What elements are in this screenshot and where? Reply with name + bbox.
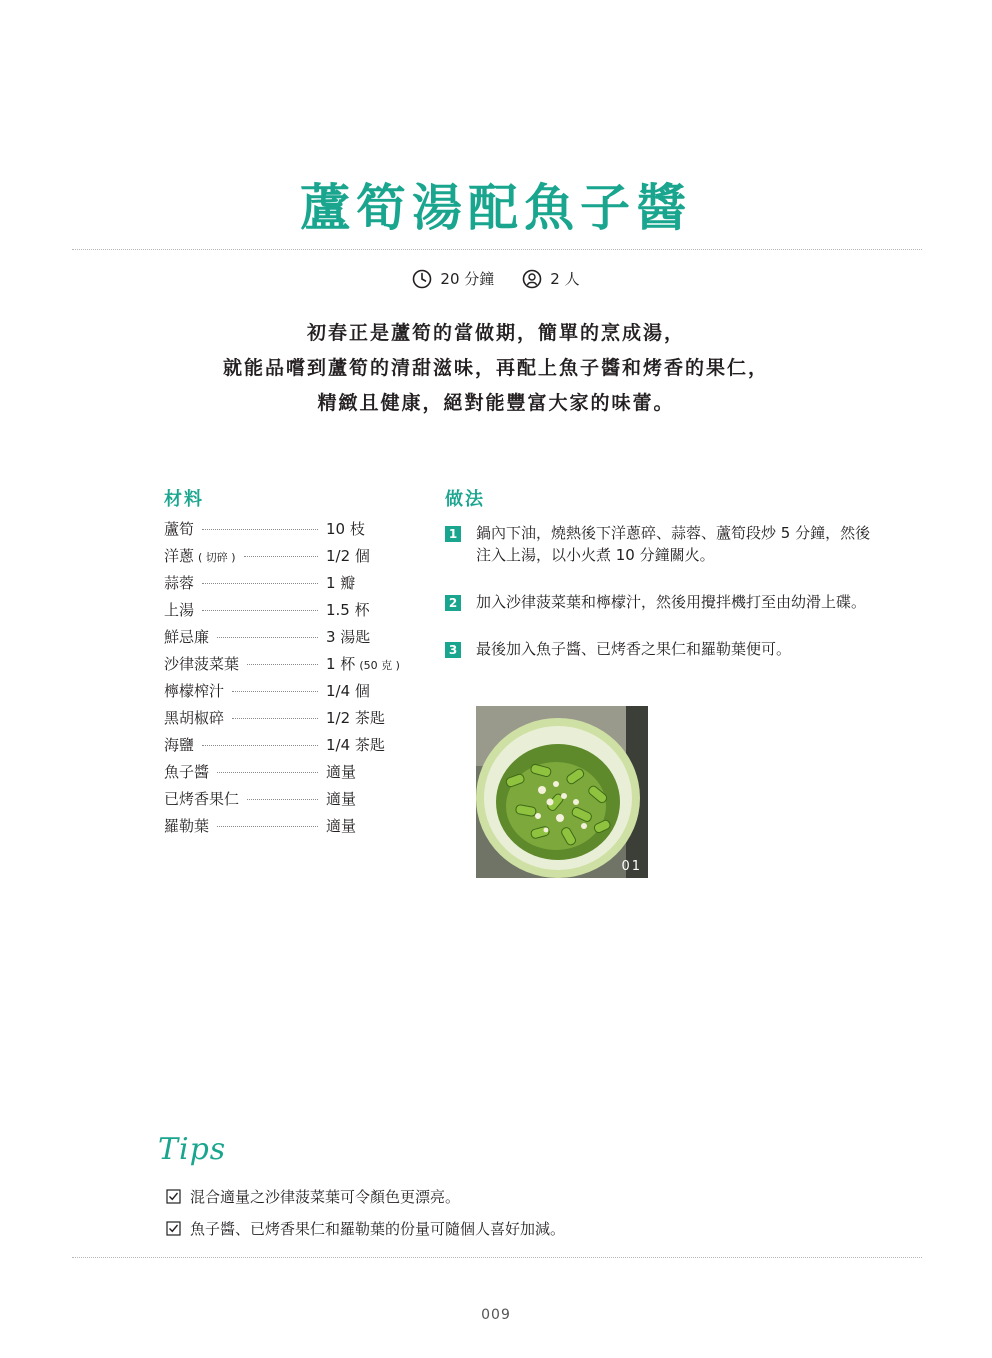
servings (522, 268, 579, 289)
dot-leader (217, 772, 318, 773)
ingredients-list (164, 518, 414, 842)
step-number-badge: 1 (445, 526, 461, 542)
cook-time (412, 268, 494, 289)
recipe-intro (0, 316, 992, 421)
step-photo (476, 706, 648, 878)
dot-leader (247, 664, 318, 665)
dot-leader (244, 556, 318, 557)
tips-heading: Tips (158, 1132, 227, 1167)
ingredient-row (164, 626, 414, 653)
intro-line: 就能品嚐到蘆筍的清甜滋味，再配上魚子醬和烤香的果仁， (222, 357, 769, 379)
checkbox-checked-icon (166, 1221, 181, 1236)
bottom-divider (72, 1257, 922, 1258)
clock-icon (412, 269, 432, 289)
step-number-badge: 3 (445, 642, 461, 658)
tip-text: 混合適量之沙律菠菜葉可令顏色更漂亮。 (190, 1187, 461, 1206)
asparagus-pot-image (476, 706, 648, 878)
ingredient-amount: 1.5 杯 (326, 601, 370, 619)
recipe-title: 蘆筍湯配魚子醬 (300, 179, 692, 237)
ingredient-amount: 1/4 個 (326, 682, 370, 700)
step-text: 最後加入魚子醬、已烤香之果仁和羅勒葉便可。 (476, 640, 792, 658)
ingredient-amount-cell (326, 572, 414, 593)
ingredient-amount-note: (50 克 ) (359, 659, 400, 672)
ingredient-amount-cell (326, 707, 414, 728)
method-step (445, 591, 885, 613)
ingredient-name: 海鹽 (164, 736, 195, 754)
dot-leader (202, 745, 318, 746)
tip-item (166, 1212, 565, 1244)
cook-time-label: 20 分鐘 (440, 270, 495, 288)
ingredient-amount: 1 杯 (326, 655, 356, 673)
ingredient-amount: 1/2 茶匙 (326, 709, 385, 727)
ingredient-amount-cell (326, 815, 414, 836)
ingredient-row (164, 680, 414, 707)
ingredient-row (164, 815, 414, 842)
ingredient-name: 羅勒葉 (164, 817, 210, 835)
method-step (445, 638, 885, 660)
tip-item (166, 1180, 565, 1212)
ingredient-name: 蒜蓉 (164, 574, 195, 592)
ingredient-row (164, 599, 414, 626)
ingredient-amount-cell (326, 788, 414, 809)
ingredient-amount: 10 枝 (326, 520, 365, 538)
photo-label: 01 (621, 859, 642, 874)
ingredient-amount: 適量 (326, 763, 357, 781)
checkbox-checked-icon (166, 1189, 181, 1204)
ingredient-amount-cell (326, 599, 414, 620)
ingredient-amount-cell (326, 518, 414, 539)
ingredient-name: 上湯 (164, 601, 195, 619)
tips-list (166, 1180, 565, 1244)
step-text: 加入沙律菠菜葉和檸檬汁，然後用攪拌機打至由幼滑上碟。 (476, 593, 867, 611)
dot-leader (202, 583, 318, 584)
ingredient-amount: 1 瓣 (326, 574, 356, 592)
dot-leader (202, 610, 318, 611)
ingredient-note: ( 切碎 ) (198, 551, 236, 564)
ingredient-amount-cell (326, 734, 414, 755)
ingredient-amount-cell (326, 626, 414, 647)
dot-leader (232, 691, 318, 692)
ingredient-amount: 適量 (326, 790, 357, 808)
ingredient-name: 蘆筍 (164, 520, 195, 538)
ingredient-name: 已烤香果仁 (164, 790, 240, 808)
page-number: 009 (481, 1307, 511, 1323)
intro-line: 精緻且健康，絕對能豐富大家的味蕾。 (317, 392, 675, 414)
ingredient-name: 洋蔥 (164, 547, 195, 565)
ingredient-row (164, 545, 414, 572)
step-text: 鍋內下油，燒熱後下洋蔥碎、蒜蓉、蘆筍段炒 5 分鐘，然後注入上湯，以小火煮 10 分鐘關火。 (476, 524, 871, 564)
method-steps (445, 522, 885, 685)
ingredient-row (164, 734, 414, 761)
dot-leader (217, 826, 318, 827)
ingredient-amount: 1/4 茶匙 (326, 736, 385, 754)
ingredient-name: 魚子醬 (164, 763, 210, 781)
method-step (445, 522, 885, 566)
step-number-badge: 2 (445, 595, 461, 611)
dot-leader (202, 529, 318, 530)
dot-leader (247, 799, 318, 800)
method-heading: 做法 (445, 489, 485, 510)
top-divider (72, 249, 922, 250)
servings-label: 2 人 (550, 270, 580, 288)
ingredient-amount-cell (326, 545, 414, 566)
ingredient-name: 黑胡椒碎 (164, 709, 225, 727)
ingredient-name: 檸檬榨汁 (164, 682, 225, 700)
intro-line: 初春正是蘆筍的當做期，簡單的烹成湯， (306, 322, 685, 344)
ingredient-row (164, 572, 414, 599)
ingredient-row (164, 653, 414, 680)
ingredient-row (164, 518, 414, 545)
person-icon (522, 269, 542, 289)
dot-leader (232, 718, 318, 719)
recipe-meta (0, 268, 992, 289)
ingredients-heading: 材料 (164, 489, 204, 510)
ingredient-name: 沙律菠菜葉 (164, 655, 240, 673)
ingredient-amount: 適量 (326, 817, 357, 835)
dot-leader (217, 637, 318, 638)
tip-text: 魚子醬、已烤香果仁和羅勒葉的份量可隨個人喜好加減。 (190, 1219, 566, 1238)
ingredient-amount-cell (326, 680, 414, 701)
ingredient-amount: 3 湯匙 (326, 628, 371, 646)
ingredient-amount-cell (326, 653, 414, 674)
ingredient-row (164, 707, 414, 734)
ingredient-row (164, 788, 414, 815)
ingredient-amount: 1/2 個 (326, 547, 370, 565)
ingredient-name: 鮮忌廉 (164, 628, 210, 646)
ingredient-row (164, 761, 414, 788)
ingredient-amount-cell (326, 761, 414, 782)
